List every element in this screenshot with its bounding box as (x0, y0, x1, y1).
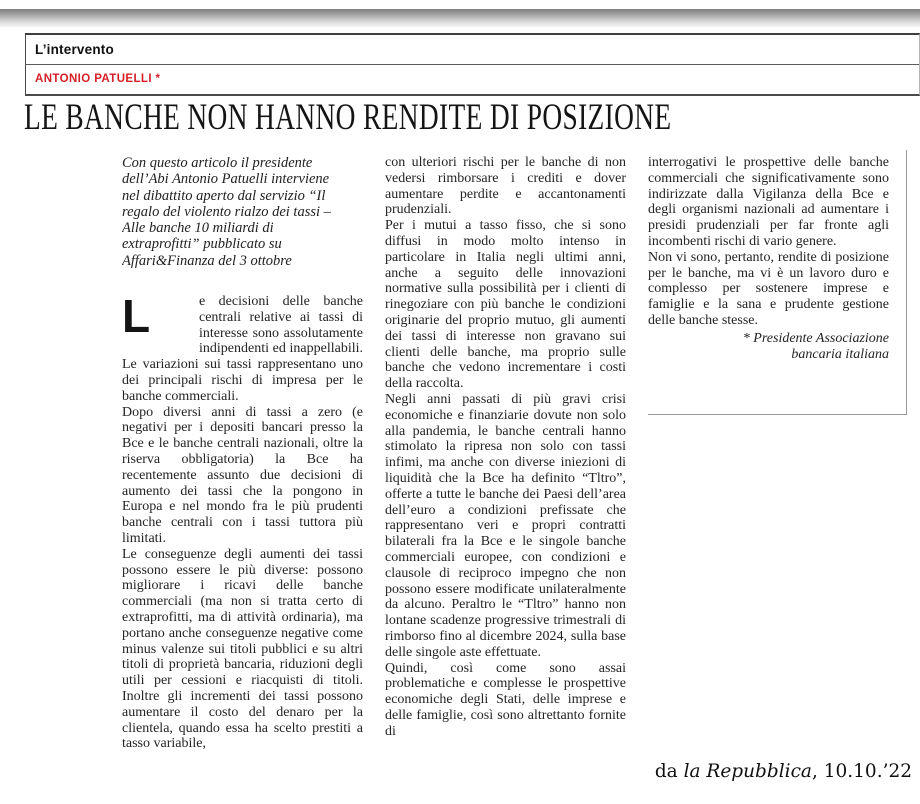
article-body (122, 155, 889, 804)
column-3 (648, 155, 889, 804)
signature-line: bancaria italiana (791, 346, 889, 362)
headline: LE BANCHE NON HANNO RENDITE DI POSIZIONE (24, 97, 672, 138)
attribution-source: la Repubblica (683, 761, 812, 782)
paragraph: Negli anni passati di più gravi crisi economiche e finanziarie dovute non solo alla pandemia, le banche centrali hanno stimolato la ripresa non solo con tassi infimi, ma anche con diverse iniezioni di liquidità che la Bce ha definito “Tltro”, offerte a tutte le banche dei Paesi dell’area dell’euro a condizioni prefissate che rappresentano veri e propri contratti bilaterali fra la Bce e le singole banche commerciali europee, con condizioni e clausole di reciproco impegno che non possono essere modificate unilateralmente da alcuno. Peraltro le “Tltro” hanno non lontane scadenze progressive trimestrali di rimborso fino al dicembre 2024, sulla base delle singole aste effettuate. (385, 391, 626, 660)
column-1 (122, 155, 363, 804)
source-attribution (655, 761, 912, 782)
paragraph: con ulteriori rischi per le banche di non vedersi rimborsare i crediti e dover aumentare perdite e accantonamenti prudenziali. (385, 155, 626, 218)
paragraph: Quindi, così come sono assai problematiche e complesse le prospettive economiche degli Stati, delle imprese e delle famiglie, così sono altrettanto fornite di (385, 660, 626, 739)
kicker-label: L’intervento (26, 35, 919, 65)
column-2 (385, 155, 626, 804)
attribution-prefix: da (654, 761, 684, 782)
author-signature (648, 331, 889, 363)
paragraph: interrogativi le prospettive delle banche commerciali che significativamente sono indirizzate dalla Vigilanza della Bce e degli organismi nazionali ad aumentare i presidi prudenziali per far fronte agli incombenti rischi di vario genere. (648, 155, 889, 249)
article-end-rule-vertical (906, 150, 907, 415)
paragraph-text: e decisioni delle banche centrali relative ai tassi di interesse sono assolutamente indipendenti ed inappellabili. Le variazioni sui tassi rappresentano uno dei principali rischi di impresa per le banche commerciali. (122, 294, 363, 404)
signature-line: * Presidente Associazione (742, 330, 889, 346)
author-byline: ANTONIO PATUELLI * (35, 73, 161, 85)
intro-note: Con questo articolo il presidente dell’Abi Antonio Patuelli interviene nel dibattito aperto dal servizio “Il regalo del violento rialzo dei tassi – Alle banche 10 miliardi di extraprofitti” pubblicato su Affari&Finanza del 3 ottobre (122, 155, 331, 269)
attribution-date: , 10.10.’22 (811, 761, 912, 782)
paragraph-dropcap (122, 290, 363, 405)
scan-top-shadow (0, 9, 920, 27)
kicker-box (25, 33, 920, 96)
paragraph: Le conseguenze degli aumenti dei tassi possono essere le più diverse: possono migliorare i ricavi delle banche commerciali (ma non si tratta certo di extraprofitti, ma di attività ordinaria), ma portano anche conseguenze negative come minus valenze sui titoli pubblici e su altri titoli di proprietà bancaria, riduzioni degli utili per cessioni e riacquisti di titoli. Inoltre gli incrementi dei tassi possono aumentare il costo del denaro per la clientela, quando essa ha scelto prestiti a tasso variabile, (122, 546, 363, 752)
paragraph: Per i mutui a tasso fisso, che si sono diffusi in modo molto intenso in particolare in Italia negli ultimi anni, anche a seguito delle innovazioni normative sulla possibilità per i clienti di rinegoziare con più banche le condizioni originarie del proprio mutuo, gli aumenti dei tassi di interesse non gravano sui clienti delle banche, ma proprio sulle banche che vedono incrementare i costi della raccolta. (385, 218, 626, 392)
paragraph: Dopo diversi anni di tassi a zero (e negativi per i depositi bancari presso la Bce e le banche centrali nazionali, oltre la riserva obbligatoria) la Bce ha recentemente assunto due decisioni di aumento dei tassi che la pongono in Europa e nel mondo fra le più prudenti banche centrali con i tassi tuttora più limitati. (122, 404, 363, 547)
article-end-rule-horizontal (648, 414, 907, 415)
drop-cap: L (122, 290, 151, 343)
paragraph: Non vi sono, pertanto, rendite di posizione per le banche, ma vi è un lavoro duro e complesso per sostenere imprese e famiglie e la sana e prudente gestione delle banche stesse. (648, 249, 889, 328)
